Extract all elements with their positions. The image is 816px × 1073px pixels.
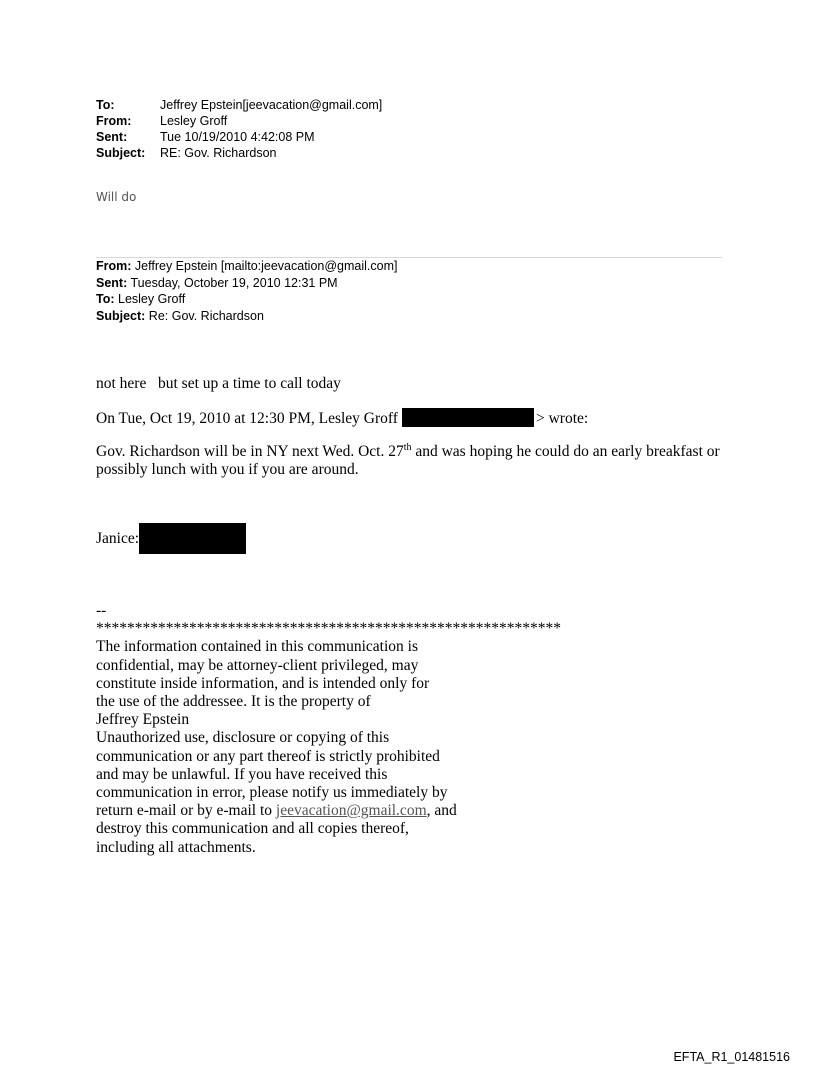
quoted-paragraph [96,443,736,479]
from-label: From: [96,114,132,128]
original-message-header [96,258,397,324]
para-superscript: th [403,441,412,453]
disclaimer-line: and may be unlawful. If you have received this [96,765,388,783]
disclaimer-dashes: -- [96,602,107,619]
orig-from-value: Jeffrey Epstein [mailto:jeevacation@gmail.com] [134,259,398,273]
orig-to-label: To: [96,292,115,306]
orig-sent-value: Tuesday, October 19, 2010 12:31 PM [130,275,338,290]
document-id: EFTA_R1_01481516 [673,1050,790,1064]
sent-label: Sent: [96,130,128,144]
quote-prefix: On Tue, Oct 19, 2010 at 12:30 PM, Lesley Groff [96,410,398,428]
message-line: not here but set up a time to call today [96,375,341,392]
para-part1: Gov. Richardson will be in NY next Wed. Oct. 27 [96,443,404,460]
orig-to-value: Lesley Groff [118,292,186,306]
email-link[interactable]: jeevacation@gmail.com [275,802,427,820]
orig-to-row [96,291,397,308]
from-value: Lesley Groff [160,114,228,128]
orig-subject-row [96,308,397,325]
header-to-row [96,97,382,113]
orig-subject-label: Subject: [96,308,146,323]
header-subject-row [96,145,382,161]
disclaimer-line: including all attachments. [96,838,256,856]
para-part2: and was hoping he could do an early breakfast or possibly lunch with you if you are around. [96,443,720,478]
redaction-box [402,408,534,427]
header-from-row [96,113,382,129]
disclaimer [96,602,616,857]
to-label: To: [96,98,115,112]
disclaimer-line: confidential, may be attorney-client privileged, may [96,656,419,674]
disclaimer-stars: ************************************************************ [96,620,561,638]
sent-value: Tue 10/19/2010 4:42:08 PM [160,130,315,144]
redaction-box [139,523,246,554]
orig-from-row [96,258,397,275]
disclaimer-line-pre: return e-mail or by e-mail to [96,802,276,820]
disclaimer-line: constitute inside information, and is intended only for [96,674,430,692]
disclaimer-line: The information contained in this communication is [96,638,418,656]
signoff: Janice: [96,530,140,547]
email-header [96,97,382,161]
reply-body: Will do [96,190,137,204]
disclaimer-line: Jeffrey Epstein [96,711,190,729]
disclaimer-line: Unauthorized use, disclosure or copying of this [96,729,390,747]
disclaimer-line: communication in error, please notify us immediately by [96,784,448,802]
quote-suffix: > wrote: [535,410,589,428]
orig-sent-label: Sent: [96,275,128,290]
orig-sent-row [96,275,397,292]
quote-attribution [96,410,588,429]
subject-label: Subject: [96,146,146,160]
orig-subject-value: Re: Gov. Richardson [148,308,264,323]
subject-value: RE: Gov. Richardson [160,146,277,160]
disclaimer-line: communication or any part thereof is strictly prohibited [96,747,440,765]
orig-from-label: From: [96,259,132,273]
disclaimer-line [96,802,616,820]
header-sent-row [96,129,382,145]
disclaimer-line-post: , and [426,802,457,820]
to-value: Jeffrey Epstein[jeevacation@gmail.com] [160,98,383,112]
disclaimer-line: destroy this communication and all copies thereof, [96,820,409,838]
disclaimer-line: the use of the addressee. It is the property of [96,693,371,711]
